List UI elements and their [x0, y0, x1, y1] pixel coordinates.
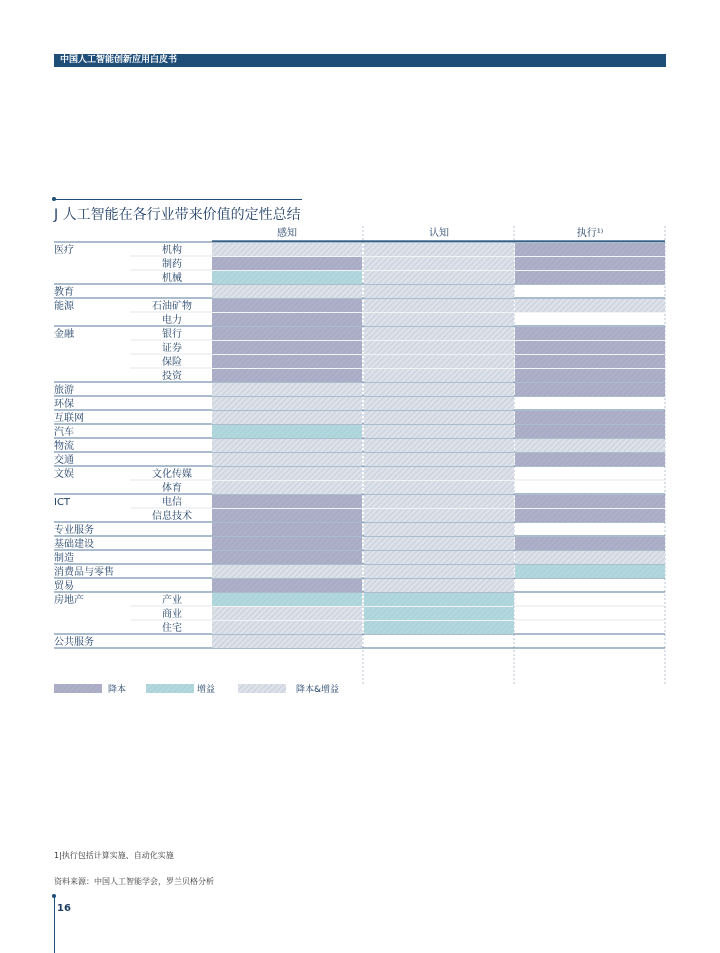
value-cell	[212, 299, 362, 312]
value-cell	[364, 467, 514, 480]
value-cell	[364, 341, 514, 354]
page-rule	[54, 896, 55, 953]
legend-label: 增益	[197, 685, 216, 695]
subsector-label: 石油矿物	[152, 301, 192, 312]
value-cell	[364, 551, 514, 564]
value-cell	[364, 285, 514, 298]
industry-label: ICT	[54, 497, 71, 508]
value-cell	[212, 313, 362, 326]
value-cell	[364, 299, 514, 312]
industry-label: 贸易	[54, 581, 74, 592]
value-cell	[212, 467, 362, 480]
value-cell	[515, 551, 665, 564]
value-cell	[515, 271, 665, 284]
industry-label: 医疗	[54, 245, 74, 256]
value-cell	[515, 299, 665, 312]
value-cell	[364, 383, 514, 396]
legend-label: 降本	[108, 685, 127, 695]
value-cell	[364, 411, 514, 424]
industry-label: 房地产	[54, 595, 84, 606]
value-cell	[212, 537, 362, 550]
value-cell	[364, 565, 514, 578]
value-cell	[364, 579, 514, 592]
value-cell	[364, 523, 514, 536]
industry-label: 汽车	[54, 427, 74, 438]
subsector-label: 产业	[162, 595, 182, 606]
value-cell	[212, 509, 362, 522]
value-cell	[364, 607, 514, 620]
industry-label: 消费品与零售	[54, 567, 114, 578]
value-cell	[364, 257, 514, 270]
value-cell	[364, 369, 514, 382]
industry-label: 公共服务	[54, 637, 94, 648]
value-cell	[515, 537, 665, 550]
value-cell	[515, 439, 665, 452]
page-number: 16	[57, 903, 71, 914]
value-cell	[364, 481, 514, 494]
value-cell	[364, 495, 514, 508]
header-title: 中国人工智能创新应用白皮书	[60, 55, 178, 65]
footnote: 1|执行包括计算实施、自动化实施	[54, 851, 174, 860]
industry-label: 基础建设	[54, 539, 94, 550]
subsector-label: 投资	[162, 371, 182, 382]
value-cell	[515, 509, 665, 522]
value-cell	[515, 425, 665, 438]
industry-label: 金融	[54, 329, 74, 340]
value-cell	[364, 313, 514, 326]
value-cell	[212, 341, 362, 354]
value-cell	[515, 369, 665, 382]
subsector-label: 体育	[162, 483, 182, 494]
value-cell	[364, 593, 514, 606]
industry-label: 环保	[54, 399, 74, 410]
value-cell	[515, 243, 665, 256]
value-cell	[212, 481, 362, 494]
value-cell	[212, 495, 362, 508]
value-cell	[515, 383, 665, 396]
value-cell	[212, 565, 362, 578]
value-cell	[515, 257, 665, 270]
value-cell	[364, 355, 514, 368]
value-cell	[364, 453, 514, 466]
value-cell	[212, 439, 362, 452]
value-cell	[212, 383, 362, 396]
subsector-label: 保险	[162, 357, 182, 368]
value-cell	[212, 593, 362, 606]
value-cell	[515, 453, 665, 466]
value-cell	[212, 635, 362, 648]
industry-label: 交通	[54, 455, 74, 466]
source-note: 资料来源：中国人工智能学会，罗兰贝格分析	[54, 877, 214, 886]
legend-swatch-gain	[146, 684, 194, 693]
subsector-label: 银行	[162, 329, 182, 340]
value-cell	[364, 621, 514, 634]
subsector-label: 住宅	[162, 623, 182, 634]
value-cell	[364, 327, 514, 340]
value-cell	[364, 425, 514, 438]
subsector-label: 文化传媒	[152, 469, 192, 480]
value-cell	[212, 285, 362, 298]
value-cell	[515, 411, 665, 424]
value-cell	[515, 355, 665, 368]
value-cell	[515, 341, 665, 354]
legend-swatch-reduce	[54, 684, 102, 693]
industry-label: 教育	[54, 287, 74, 298]
value-cell	[212, 579, 362, 592]
industry-label: 专业服务	[54, 525, 94, 536]
value-cell	[212, 257, 362, 270]
industry-label: 制造	[54, 553, 74, 564]
chart-title: J 人工智能在各行业带来价值的定性总结	[54, 207, 301, 223]
value-cell	[364, 243, 514, 256]
value-cell	[364, 537, 514, 550]
subsector-label: 机构	[162, 245, 182, 256]
value-cell	[212, 271, 362, 284]
subsector-label: 电信	[162, 497, 182, 508]
value-cell	[364, 271, 514, 284]
value-cell	[515, 495, 665, 508]
value-cell	[212, 243, 362, 256]
subsector-label: 制药	[162, 259, 182, 270]
value-cell	[212, 523, 362, 536]
value-cell	[364, 509, 514, 522]
value-cell	[212, 425, 362, 438]
value-cell	[212, 369, 362, 382]
value-cell	[364, 397, 514, 410]
value-cell	[212, 327, 362, 340]
industry-label: 互联网	[54, 413, 84, 424]
column-header: 认知	[429, 228, 449, 239]
value-cell	[364, 439, 514, 452]
value-cell	[212, 551, 362, 564]
legend-swatch-both	[238, 684, 286, 693]
subsector-label: 机械	[162, 273, 182, 284]
industry-label: 文娱	[54, 469, 74, 480]
industry-label: 物流	[54, 441, 74, 452]
subsector-label: 电力	[162, 315, 182, 326]
value-cell	[212, 453, 362, 466]
column-header: 执行¹⁾	[576, 228, 604, 239]
value-cell	[212, 397, 362, 410]
subsector-label: 信息技术	[152, 511, 192, 522]
subsector-label: 证券	[162, 343, 182, 354]
value-cell	[515, 327, 665, 340]
industry-label: 能源	[54, 301, 74, 312]
value-cell	[212, 621, 362, 634]
legend-label: 降本&增益	[296, 685, 340, 695]
value-cell	[515, 565, 665, 578]
value-cell	[212, 355, 362, 368]
industry-label: 旅游	[54, 385, 74, 396]
value-cell	[212, 411, 362, 424]
value-cell	[212, 607, 362, 620]
subsector-label: 商业	[162, 609, 182, 620]
column-header: 感知	[277, 228, 297, 239]
